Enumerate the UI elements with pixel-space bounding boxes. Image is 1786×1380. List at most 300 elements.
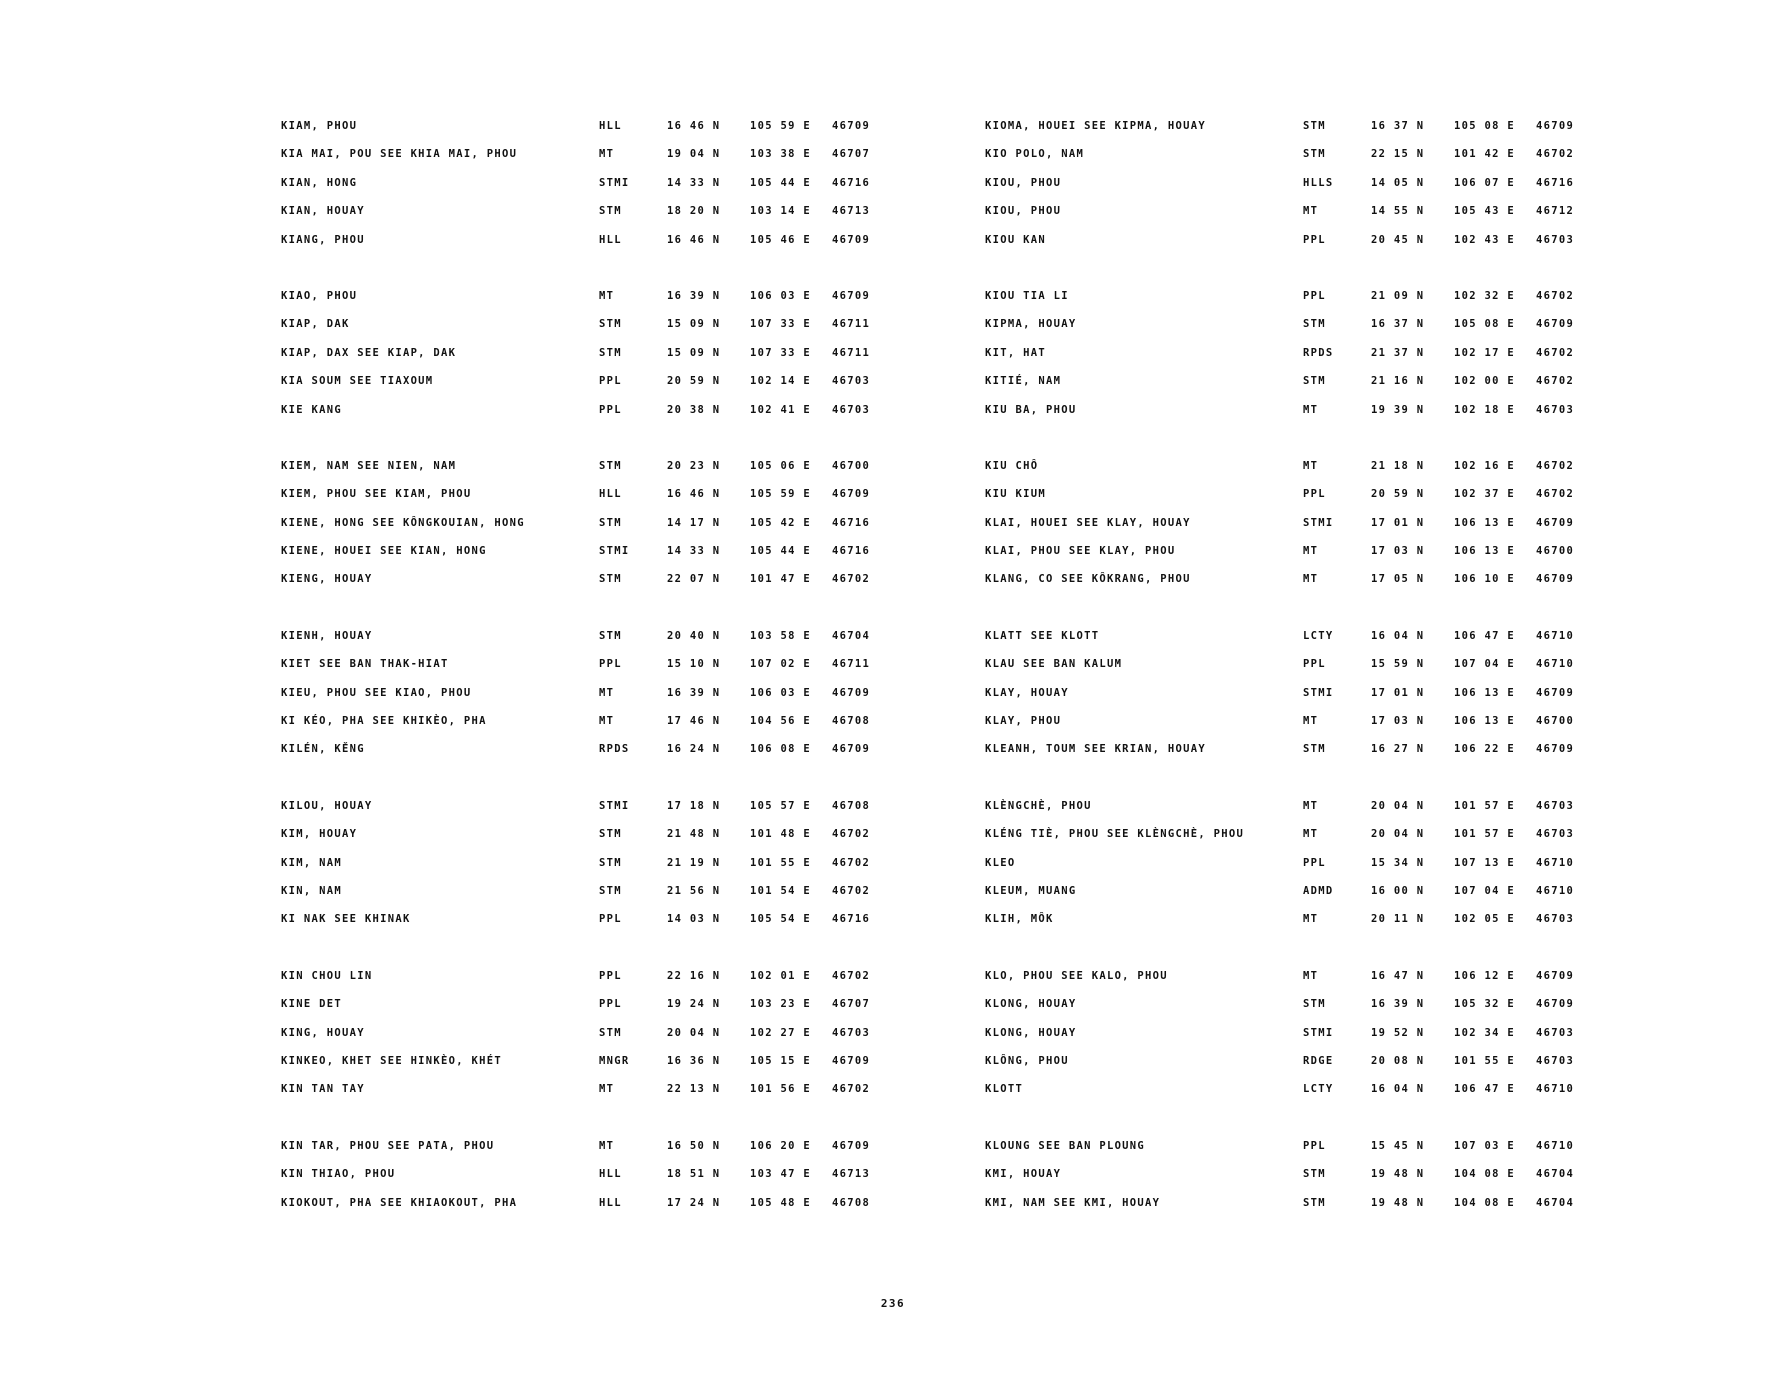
entry-code: PPL [1303,658,1326,671]
entry-name: KLAY, PHOU [985,715,1062,728]
entry-code: PPL [599,403,622,416]
entry-ref: 46704 [1536,1168,1575,1181]
entry-code: HLL [599,233,622,246]
entry-lat: 22 16 N [667,969,721,982]
entry-lon: 102 17 E [1454,346,1515,359]
entry-ref: 46709 [1536,318,1575,331]
entry-lat: 16 39 N [1371,998,1425,1011]
entry-lat: 16 39 N [667,686,721,699]
entry-lat: 15 34 N [1371,856,1425,869]
entry-name: KLAI, PHOU SEE KLAY, PHOU [985,545,1176,558]
entry-ref: 46702 [832,969,871,982]
entry-name: KINKEO, KHET SEE HINKÈO, KHÉT [281,1054,503,1067]
entry-ref: 46708 [832,799,871,812]
entry-lon: 106 13 E [1454,686,1515,699]
entry-name: KLIH, MÔK [985,913,1054,926]
entry-name: KIEM, PHOU SEE KIAM, PHOU [281,488,472,501]
entry-lat: 16 04 N [1371,629,1425,642]
entry-lon: 105 59 E [750,120,811,132]
entry-lon: 102 32 E [1454,289,1515,302]
entry-code: STMI [1303,1026,1334,1039]
entry-lon: 105 32 E [1454,998,1515,1011]
entry-name: KI KÉO, PHA SEE KHIKÈO, PHA [281,715,487,728]
entry-name: KIM, HOUAY [281,828,358,841]
entry-lat: 15 45 N [1371,1139,1425,1152]
entry-name: KIOU KAN [985,233,1046,246]
entry-ref: 46702 [1536,459,1575,472]
entry-name: KIAP, DAX SEE KIAP, DAK [281,346,457,359]
entry-code: RDGE [1303,1054,1334,1067]
entry-ref: 46708 [832,715,871,728]
entry-lat: 16 24 N [667,743,721,756]
entry-lon: 105 15 E [750,1054,811,1067]
entry-code: MT [1303,913,1319,926]
entry-lat: 19 48 N [1371,1168,1425,1181]
entry-lat: 14 33 N [667,545,721,558]
entry-code: STM [599,884,622,897]
entry-lon: 105 59 E [750,488,811,501]
entry-lon: 106 12 E [1454,969,1515,982]
entry-lon: 102 05 E [1454,913,1515,926]
entry-ref: 46703 [1536,1026,1575,1039]
entry-code: STM [599,205,622,218]
entry-ref: 46700 [1536,545,1575,558]
entry-lon: 101 48 E [750,828,811,841]
entry-ref: 46712 [1536,205,1575,218]
entry-ref: 46709 [832,1054,871,1067]
entry-code: STM [1303,1168,1326,1181]
entry-name: KIN, NAM [281,884,342,897]
entry-ref: 46710 [1536,1139,1575,1152]
entry-code: MT [599,289,615,302]
entry-code: STMI [599,176,630,189]
entry-ref: 46703 [1536,828,1575,841]
entry-ref: 46711 [832,318,871,331]
entry-name: KITIÉ, NAM [985,375,1062,388]
entry-code: PPL [1303,289,1326,302]
entry-name: KIOU TIA LI [985,289,1069,302]
entry-lat: 17 18 N [667,799,721,812]
entry-ref: 46710 [1536,856,1575,869]
entry-name: KIA SOUM SEE TIAXOUM [281,375,434,388]
entry-lon: 107 13 E [1454,856,1515,869]
entry-lat: 21 09 N [1371,289,1425,302]
entry-ref: 46702 [832,856,871,869]
entry-name: KLÔNG, PHOU [985,1054,1069,1067]
entry-code: MT [1303,403,1319,416]
entry-name: KIPMA, HOUAY [985,318,1077,331]
entry-lon: 104 08 E [1454,1196,1515,1209]
entry-name: KIOMA, HOUEI SEE KIPMA, HOUAY [985,120,1207,132]
entry-code: STM [599,318,622,331]
entry-lat: 16 39 N [667,289,721,302]
entry-code: MT [1303,969,1319,982]
entry-code: PPL [599,913,622,926]
entry-lon: 104 56 E [750,715,811,728]
entry-ref: 46709 [832,1139,871,1152]
entry-ref: 46709 [832,743,871,756]
entry-lon: 105 46 E [750,233,811,246]
entry-ref: 46710 [1536,1083,1575,1096]
entry-lat: 17 03 N [1371,715,1425,728]
entry-ref: 46708 [832,1196,871,1209]
entry-code: HLLS [1303,176,1334,189]
entry-lon: 101 42 E [1454,148,1515,161]
entry-name: KMI, HOUAY [985,1168,1062,1181]
entry-lat: 16 00 N [1371,884,1425,897]
entry-ref: 46703 [1536,799,1575,812]
entry-code: MT [599,148,615,161]
entry-lat: 14 33 N [667,176,721,189]
entry-code: LCTY [1303,629,1334,642]
entry-lon: 107 33 E [750,318,811,331]
entry-lat: 21 56 N [667,884,721,897]
entry-ref: 46713 [832,1168,871,1181]
entry-lat: 16 50 N [667,1139,721,1152]
entry-ref: 46709 [832,233,871,246]
entry-lat: 19 24 N [667,998,721,1011]
entry-name: KIENH, HOUAY [281,629,373,642]
entry-code: PPL [1303,856,1326,869]
entry-code: STM [599,573,622,586]
entry-ref: 46713 [832,205,871,218]
entry-ref: 46707 [832,998,871,1011]
entry-lon: 105 42 E [750,516,811,529]
entry-lon: 102 14 E [750,375,811,388]
entry-lat: 19 48 N [1371,1196,1425,1209]
entry-ref: 46703 [832,403,871,416]
entry-lat: 16 04 N [1371,1083,1425,1096]
entry-lon: 107 03 E [1454,1139,1515,1152]
entry-name: KIU KIUM [985,488,1046,501]
entry-lon: 107 33 E [750,346,811,359]
entry-lat: 14 17 N [667,516,721,529]
entry-name: KIO POLO, NAM [985,148,1085,161]
entry-lon: 107 04 E [1454,884,1515,897]
entry-lon: 101 55 E [750,856,811,869]
entry-lat: 17 24 N [667,1196,721,1209]
entry-name: KLAU SEE BAN KALUM [985,658,1123,671]
entry-code: ADMD [1303,884,1334,897]
entry-code: PPL [1303,233,1326,246]
entry-code: MT [1303,573,1319,586]
entry-code: HLL [599,120,622,132]
entry-lon: 102 00 E [1454,375,1515,388]
entry-lon: 106 13 E [1454,545,1515,558]
entry-lon: 104 08 E [1454,1168,1515,1181]
entry-name: KIENG, HOUAY [281,573,373,586]
entry-lat: 15 09 N [667,346,721,359]
entry-name: KI NAK SEE KHINAK [281,913,411,926]
entry-ref: 46716 [832,913,871,926]
entry-name: KLEANH, TOUM SEE KRIAN, HOUAY [985,743,1207,756]
entry-ref: 46709 [1536,969,1575,982]
entry-lat: 19 39 N [1371,403,1425,416]
entry-code: MT [599,686,615,699]
entry-ref: 46703 [832,375,871,388]
entry-lat: 19 52 N [1371,1026,1425,1039]
entry-lat: 16 46 N [667,488,721,501]
entry-ref: 46716 [832,545,871,558]
entry-lat: 22 07 N [667,573,721,586]
entry-ref: 46709 [1536,998,1575,1011]
entry-name: KIU CHÔ [985,459,1039,472]
entry-name: KLÉNG TIÈ, PHOU SEE KLÈNGCHÈ, PHOU [985,828,1245,841]
entry-lat: 21 18 N [1371,459,1425,472]
entry-code: STM [1303,375,1326,388]
entry-code: MT [599,1083,615,1096]
entry-code: MT [1303,799,1319,812]
entry-code: STM [599,346,622,359]
entry-lon: 105 43 E [1454,205,1515,218]
entry-lon: 102 43 E [1454,233,1515,246]
entry-name: KINE DET [281,998,342,1011]
entry-lon: 107 04 E [1454,658,1515,671]
entry-ref: 46711 [832,346,871,359]
entry-lon: 101 57 E [1454,799,1515,812]
entry-ref: 46709 [832,120,871,132]
entry-name: KIOKOUT, PHA SEE KHIAOKOUT, PHA [281,1196,518,1209]
entry-lon: 106 08 E [750,743,811,756]
entry-lat: 17 05 N [1371,573,1425,586]
entry-code: HLL [599,488,622,501]
entry-name: KIAN, HOUAY [281,205,365,218]
entry-code: STM [599,1026,622,1039]
entry-ref: 46711 [832,658,871,671]
entry-name: KLOUNG SEE BAN PLOUNG [985,1139,1146,1152]
entry-lat: 20 23 N [667,459,721,472]
entry-code: STM [1303,148,1326,161]
entry-name: KIA MAI, POU SEE KHIA MAI, PHOU [281,148,518,161]
entry-code: RPDS [1303,346,1334,359]
entry-lon: 105 44 E [750,176,811,189]
entry-ref: 46709 [1536,573,1575,586]
entry-lon: 105 54 E [750,913,811,926]
entry-lon: 101 55 E [1454,1054,1515,1067]
entry-lon: 106 47 E [1454,629,1515,642]
entry-code: MT [1303,828,1319,841]
entry-lon: 102 27 E [750,1026,811,1039]
entry-ref: 46702 [1536,375,1575,388]
entry-lon: 106 47 E [1454,1083,1515,1096]
entry-ref: 46702 [1536,289,1575,302]
entry-lat: 16 46 N [667,233,721,246]
entry-ref: 46707 [832,148,871,161]
entry-code: PPL [599,658,622,671]
entry-code: STM [599,459,622,472]
entry-name: KIU BA, PHOU [985,403,1077,416]
entry-name: KIOU, PHOU [985,176,1062,189]
entry-code: STMI [599,545,630,558]
entry-name: KLEO [985,856,1016,869]
entry-name: KIN TAN TAY [281,1083,365,1096]
entry-lat: 17 01 N [1371,516,1425,529]
entry-code: MT [1303,205,1319,218]
entry-ref: 46702 [832,573,871,586]
entry-lon: 106 13 E [1454,715,1515,728]
entry-code: MT [1303,715,1319,728]
entry-name: KIAP, DAK [281,318,350,331]
entry-name: KIN TAR, PHOU SEE PATA, PHOU [281,1139,495,1152]
entry-lat: 20 08 N [1371,1054,1425,1067]
entry-lat: 14 55 N [1371,205,1425,218]
entry-lat: 18 51 N [667,1168,721,1181]
entry-name: KLÈNGCHÈ, PHOU [985,799,1092,812]
entry-code: STM [599,828,622,841]
entry-lon: 105 48 E [750,1196,811,1209]
entry-ref: 46716 [832,176,871,189]
entry-lon: 102 41 E [750,403,811,416]
entry-code: HLL [599,1196,622,1209]
entry-lat: 20 45 N [1371,233,1425,246]
entry-lon: 106 07 E [1454,176,1515,189]
entry-lat: 21 37 N [1371,346,1425,359]
entry-lon: 103 47 E [750,1168,811,1181]
entry-lat: 21 19 N [667,856,721,869]
entry-lat: 20 04 N [667,1026,721,1039]
entry-name: KLATT SEE KLOTT [985,629,1100,642]
entry-code: PPL [1303,1139,1326,1152]
entry-ref: 46702 [832,828,871,841]
entry-lon: 102 34 E [1454,1026,1515,1039]
entry-code: LCTY [1303,1083,1334,1096]
entry-lat: 17 01 N [1371,686,1425,699]
entry-code: PPL [599,998,622,1011]
entry-ref: 46710 [1536,629,1575,642]
entry-ref: 46702 [832,884,871,897]
entry-ref: 46709 [1536,686,1575,699]
entry-code: STM [599,516,622,529]
entry-lat: 20 59 N [1371,488,1425,501]
entry-code: MT [599,1139,615,1152]
entry-ref: 46703 [832,1026,871,1039]
entry-lon: 105 57 E [750,799,811,812]
entry-name: KIAO, PHOU [281,289,358,302]
entry-name: KIENE, HOUEI SEE KIAN, HONG [281,545,487,558]
entry-name: KIM, NAM [281,856,342,869]
entry-lat: 15 10 N [667,658,721,671]
entry-name: KIEM, NAM SEE NIEN, NAM [281,459,457,472]
entry-code: STMI [1303,516,1334,529]
entry-lat: 20 38 N [667,403,721,416]
entry-ref: 46702 [1536,148,1575,161]
entry-code: STM [1303,998,1326,1011]
entry-name: KILOU, HOUAY [281,799,373,812]
entry-lon: 102 01 E [750,969,811,982]
entry-lat: 15 59 N [1371,658,1425,671]
entry-lon: 101 57 E [1454,828,1515,841]
entry-lat: 16 37 N [1371,318,1425,331]
entry-lat: 16 47 N [1371,969,1425,982]
entry-name: KLO, PHOU SEE KALO, PHOU [985,969,1168,982]
entry-name: KIN THIAO, PHOU [281,1168,396,1181]
entry-lat: 19 04 N [667,148,721,161]
entry-name: KMI, NAM SEE KMI, HOUAY [985,1196,1161,1209]
entry-code: PPL [1303,488,1326,501]
entry-lat: 15 09 N [667,318,721,331]
entry-name: KLOTT [985,1083,1024,1096]
entry-name: KIET SEE BAN THAK-HIAT [281,658,449,671]
entry-lon: 103 58 E [750,629,811,642]
entry-lat: 21 48 N [667,828,721,841]
entry-lat: 18 20 N [667,205,721,218]
entry-lon: 101 54 E [750,884,811,897]
entry-name: KIENE, HONG SEE KÔNGKOUIAN, HONG [281,516,525,529]
entry-ref: 46709 [832,488,871,501]
entry-code: STMI [599,799,630,812]
entry-lon: 106 03 E [750,289,811,302]
entry-code: RPDS [599,743,630,756]
entry-ref: 46703 [1536,913,1575,926]
entry-ref: 46709 [1536,120,1575,132]
entry-lat: 17 46 N [667,715,721,728]
entry-name: KLANG, CO SEE KÔKRANG, PHOU [985,573,1191,586]
entry-code: STM [599,856,622,869]
entry-name: KLONG, HOUAY [985,1026,1077,1039]
entry-lat: 16 37 N [1371,120,1425,132]
entry-lon: 106 20 E [750,1139,811,1152]
entry-lat: 20 04 N [1371,799,1425,812]
entry-name: KLAY, HOUAY [985,686,1069,699]
entry-lon: 105 08 E [1454,120,1515,132]
entry-lat: 22 15 N [1371,148,1425,161]
entry-ref: 46703 [1536,1054,1575,1067]
entry-name: KIEU, PHOU SEE KIAO, PHOU [281,686,472,699]
entry-code: MT [1303,545,1319,558]
entry-lat: 16 27 N [1371,743,1425,756]
entry-lon: 106 22 E [1454,743,1515,756]
entry-lat: 20 04 N [1371,828,1425,841]
entry-name: KLONG, HOUAY [985,998,1077,1011]
entry-lat: 22 13 N [667,1083,721,1096]
entry-name: KILÉN, KĚNG [281,743,365,756]
entry-lon: 105 44 E [750,545,811,558]
entry-lon: 106 10 E [1454,573,1515,586]
entry-ref: 46709 [832,686,871,699]
entry-ref: 46704 [832,629,871,642]
page-number: 236 [880,1297,906,1310]
entry-lon: 106 13 E [1454,516,1515,529]
entry-lat: 17 03 N [1371,545,1425,558]
entry-code: STMI [1303,686,1334,699]
entry-code: HLL [599,1168,622,1181]
entry-lat: 21 16 N [1371,375,1425,388]
entry-ref: 46709 [1536,743,1575,756]
entry-ref: 46703 [1536,233,1575,246]
entry-lon: 105 06 E [750,459,811,472]
entry-lon: 103 38 E [750,148,811,161]
entry-name: KIAM, PHOU [281,120,358,132]
entry-code: MNGR [599,1054,630,1067]
entry-code: STM [1303,120,1326,132]
entry-lon: 107 02 E [750,658,811,671]
entry-ref: 46709 [1536,516,1575,529]
entry-name: KIOU, PHOU [985,205,1062,218]
entry-lon: 102 16 E [1454,459,1515,472]
entry-ref: 46716 [832,516,871,529]
entry-code: STM [599,629,622,642]
entry-lat: 16 46 N [667,120,721,132]
entry-lat: 16 36 N [667,1054,721,1067]
entry-lat: 20 40 N [667,629,721,642]
entry-lat: 14 03 N [667,913,721,926]
entry-ref: 46702 [1536,488,1575,501]
entry-name: KIN CHOU LIN [281,969,373,982]
entry-lon: 101 56 E [750,1083,811,1096]
entry-name: KIAN, HONG [281,176,358,189]
entry-ref: 46703 [1536,403,1575,416]
entry-ref: 46702 [1536,346,1575,359]
